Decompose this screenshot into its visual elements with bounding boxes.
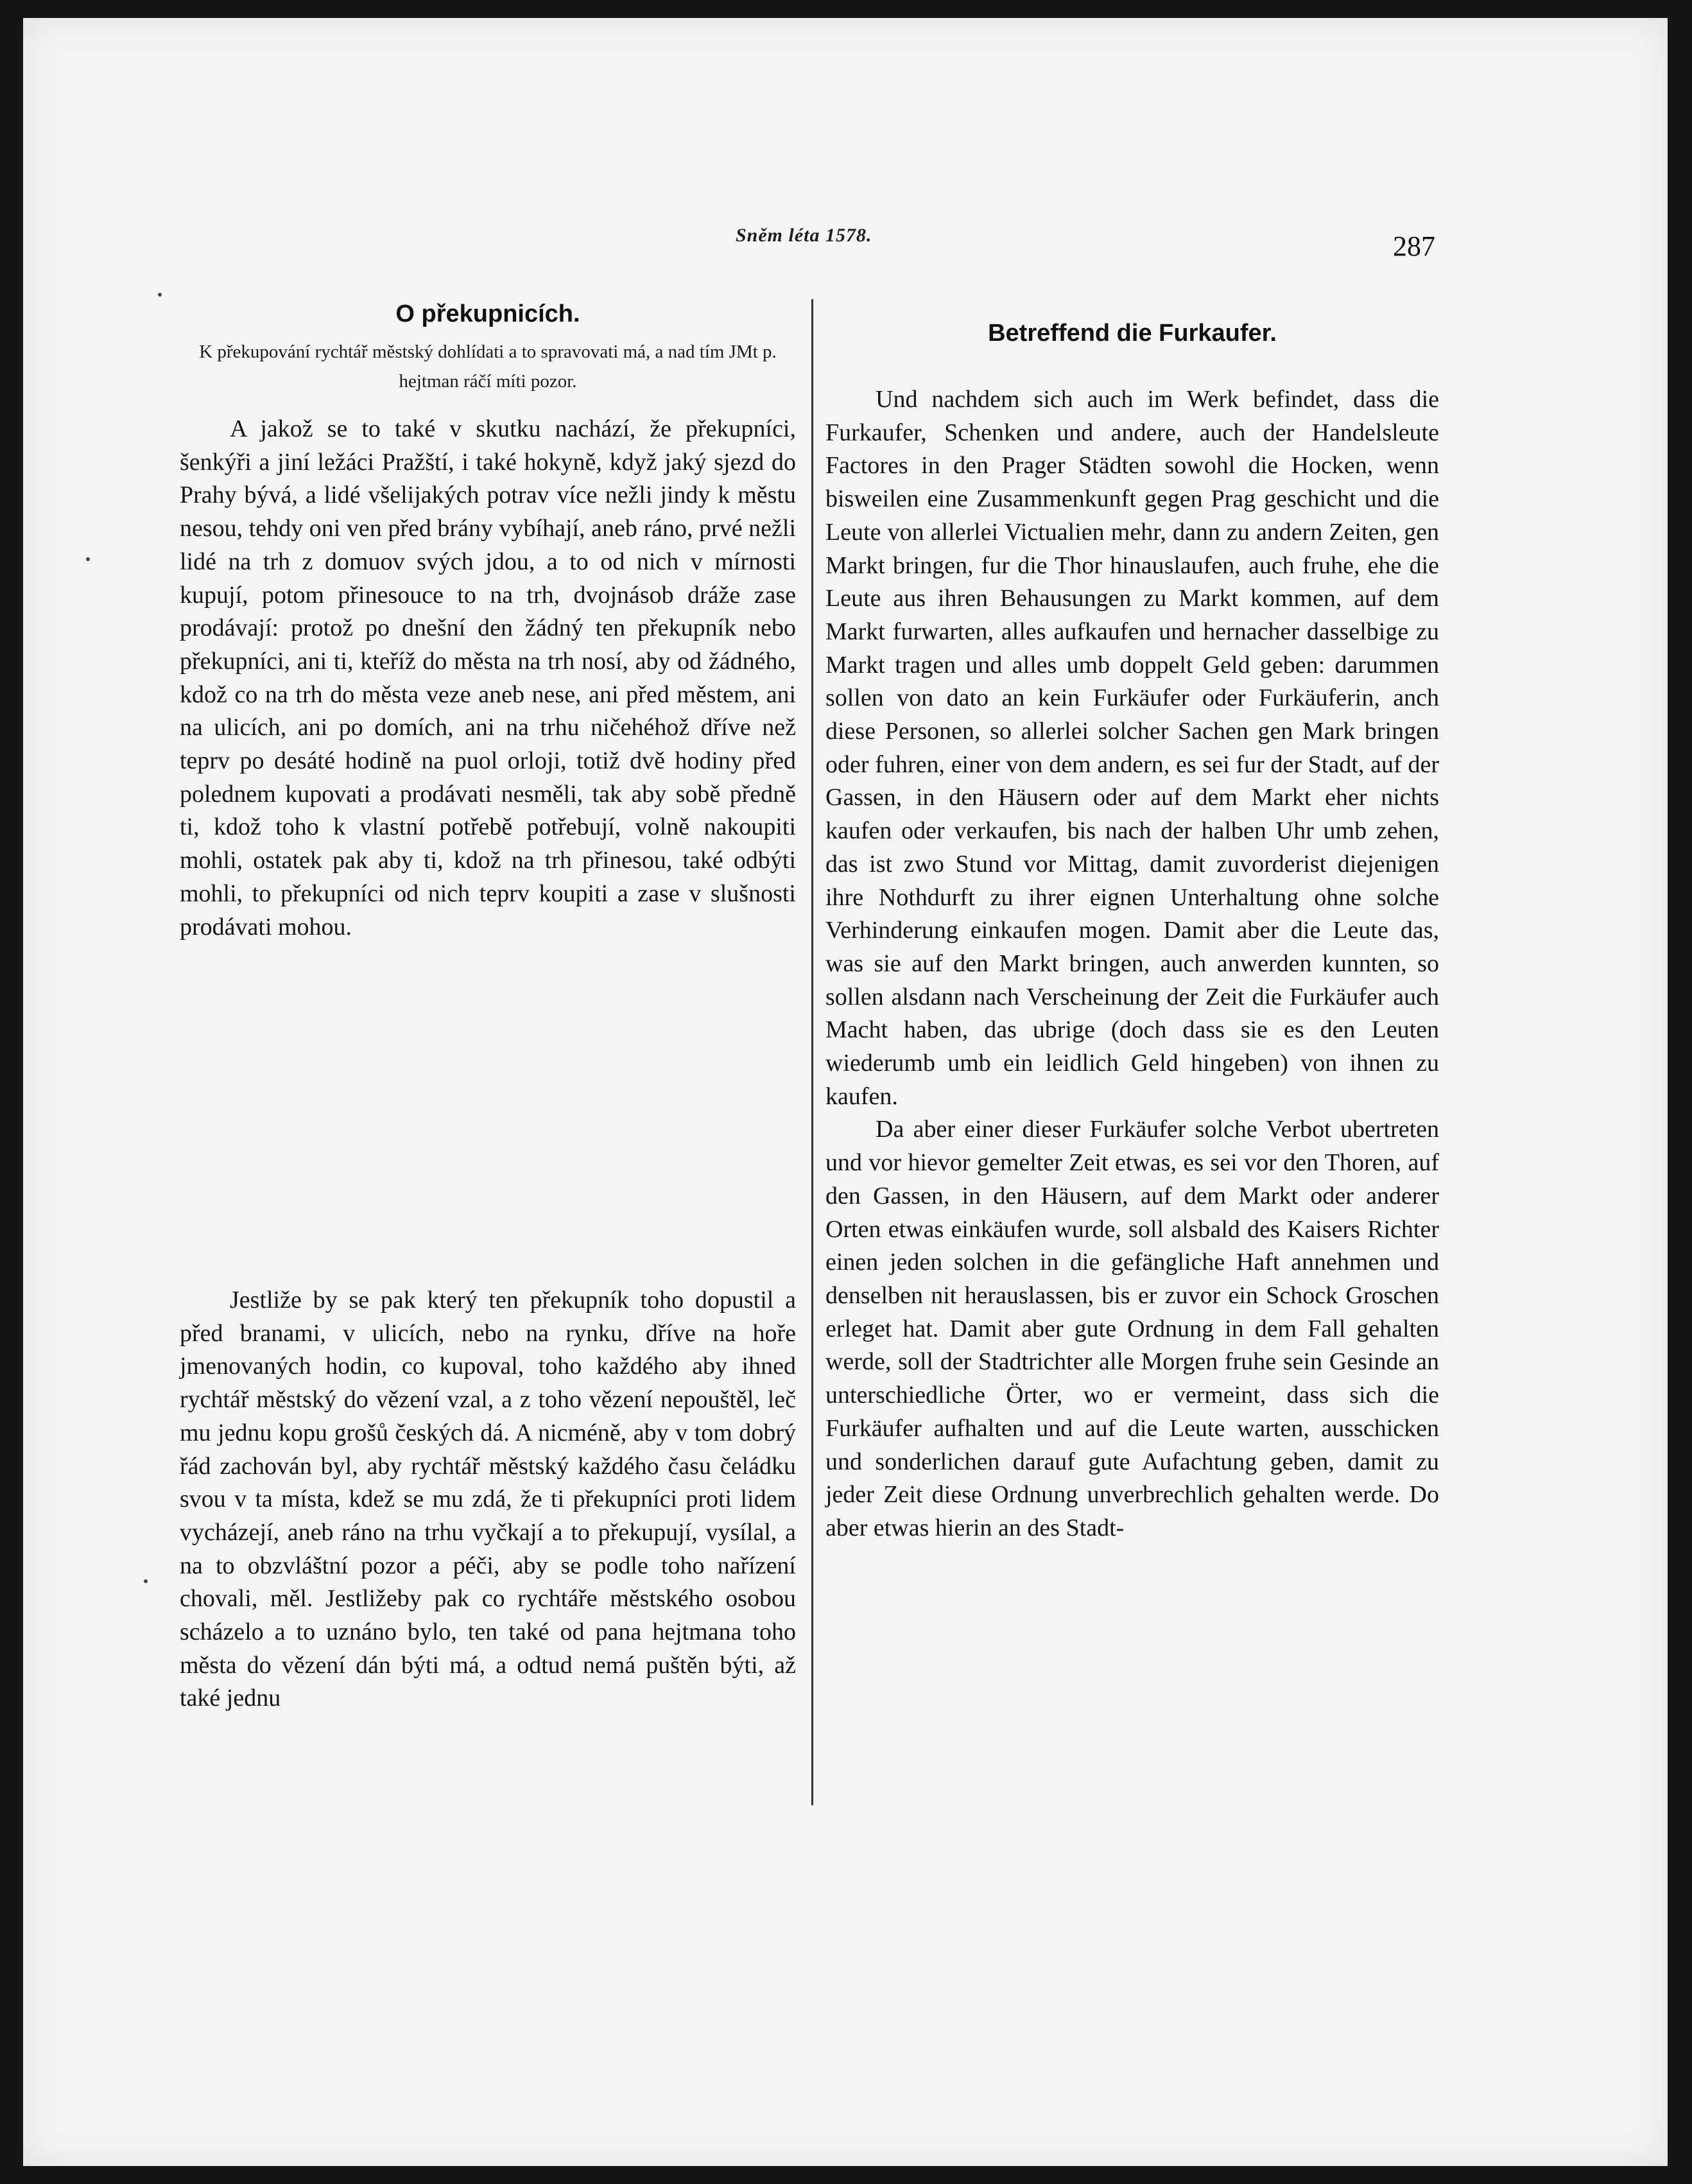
print-speck bbox=[144, 1579, 148, 1583]
print-speck bbox=[86, 557, 90, 561]
running-head: Sněm léta 1578. bbox=[736, 225, 872, 246]
czech-marginal-note: K překupování rychtář městský dohlídati a to spravovati má, a nad tím JMt p. hejtman ráčí míti pozor. bbox=[199, 342, 777, 392]
german-heading: Betreffend die Furkaufer. bbox=[988, 320, 1277, 347]
czech-paragraph-1: A jakož se to také v skutku nachází, že překupníci, šenkýři a jiní ležáci Pražští, i také hokyně, když jaký sjezd do Prahy bývá, a lidé všelijakých potrav více nežli jindy k městu nesou, tehdy oni ven před brány vybíhají, aneb ráno, prvé nežli lidé na trh z domuov svých jdou, a to od nich v mírnosti kupují, potom přinesouce to na trh, dvojnásob dráže zase prodávají: protož po dnešní den žádný ten překupník nebo překupníci, ani ti, kteříž do města na trh nosí, aby od žádného, kdož co na trh do města veze aneb nese, ani před městem, ani na ulicích, ani po domích, ani na trhu ničehéhož dříve než teprv po desáté hodině na puol orloji, totiž dvě hodiny před polednem kupovati a prodávati nesměli, tak aby sobě předně ti, kdož toho k vlastní potřebě potřebují, volně nakoupiti mohli, ostatek pak aby ti, kdož na trh přinesou, také odbýti mohli, to překupníci od nich teprv koupiti a zase v slušnosti prodávati mohou. bbox=[180, 415, 796, 940]
czech-column-top bbox=[180, 300, 796, 944]
german-paragraph-1: Und nachdem sich auch im Werk befindet, dass die Furkaufer, Schenken und andere, auch der Handelsleute Factores in den Prager Städten sowohl die Hocken, wenn bisweilen eine Zusammenkunft gegen Prag geschicht und die Leute von allerlei Victualien mehr, dann zu andern Zeiten, gen Markt bringen, fur die Thor hinauslaufen, auch fruhe, ehe die Leute aus ihren Behausungen zu Markt kommen, auf dem Markt furwarten, alles aufkaufen und hernacher dasselbige zu Markt tragen und alles umb doppelt Geld geben: darummen sollen von dato an kein Furkäufer oder Furkäuferin, anch diese Personen, so allerlei solcher Sachen gen Mark bringen oder fuhren, einer von dem andern, es sei fur der Stadt, auf der Gassen, in den Häusern oder auf dem Markt eher nichts kaufen oder verkaufen, bis nach der halben Uhr umb zehen, das ist zwo Stund vor Mittag, damit zuvorderist diejenigen ihre Nothdurft zu ihrer eignen Unterhaltung ohne solche Verhinderung einkaufen mogen. Damit aber die Leute das, was sie auf den Markt bringen, auch anwerden kunnten, so sollen alsdann nach Verscheinung der Zeit die Furkäufer auch Macht haben, das ubrige (doch dass sie es den Leuten wiederumb umb ein leidlich Geld hingeben) von ihnen zu kaufen. bbox=[825, 386, 1439, 1110]
czech-heading: O překupnicích. bbox=[395, 300, 580, 327]
german-paragraph-2: Da aber einer dieser Furkäufer solche Verbot ubertreten und vor hievor gemelter Zeit etwas, es sei vor den Thoren, auf den Gassen, in den Häusern, auf dem Markt oder anderer Orten etwas einkäufen wurde, soll alsbald des Kaisers Richter einen jeden solchen in die gefängliche Haft annehmen und denselben nit herauslassen, bis er zuvor ein Schock Groschen erleget hat. Damit aber gute Ordnung in dem Fall gehalten werde, soll der Stadtrichter alle Morgen fruhe sein Gesinde an unterschiedliche Örter, wo er vermeint, dass sich die Furkäufer aufhalten und auf die Leute warten, ausschicken und sonderlichen darauf gute Aufachtung geben, damit zu jeder Zeit diese Ordnung unverbrechlich gehalten werde. Do aber etwas hierin an des Stadt- bbox=[825, 1116, 1439, 1541]
book-page bbox=[23, 18, 1668, 2166]
page-number: 287 bbox=[1393, 230, 1435, 262]
column-divider bbox=[811, 299, 813, 1805]
czech-paragraph-2: Jestliže by se pak který ten překupník toho dopustil a před branami, v ulicích, nebo na rynku, dříve na hoře jmenovaných hodin, co kupoval, toho každého aby ihned rychtář městský do vězení vzal, a z toho vězení nepouštěl, leč mu jednu kopu grošů českých dá. A nicméně, aby v tom dobrý řád zachován byl, aby rychtář městský každého času čeládku svou v ta místa, kdež se mu zdá, že ti překupníci proti lidem vycházejí, aneb ráno na trhu vyčkají a to překupují, vysílal, a na to obzvláštní pozor a péči, aby se podle toho nařízení chovali, měl. Jestližeby pak co rychtáře městského osobou scházelo a to uznáno bylo, ten také od pana hejtmana toho města do vězení dán býti má, a odtud nemá puštěn býti, až také jednu bbox=[180, 1287, 796, 1712]
german-column bbox=[825, 320, 1439, 1545]
czech-column-bottom bbox=[180, 1284, 796, 1715]
print-speck bbox=[158, 293, 162, 297]
